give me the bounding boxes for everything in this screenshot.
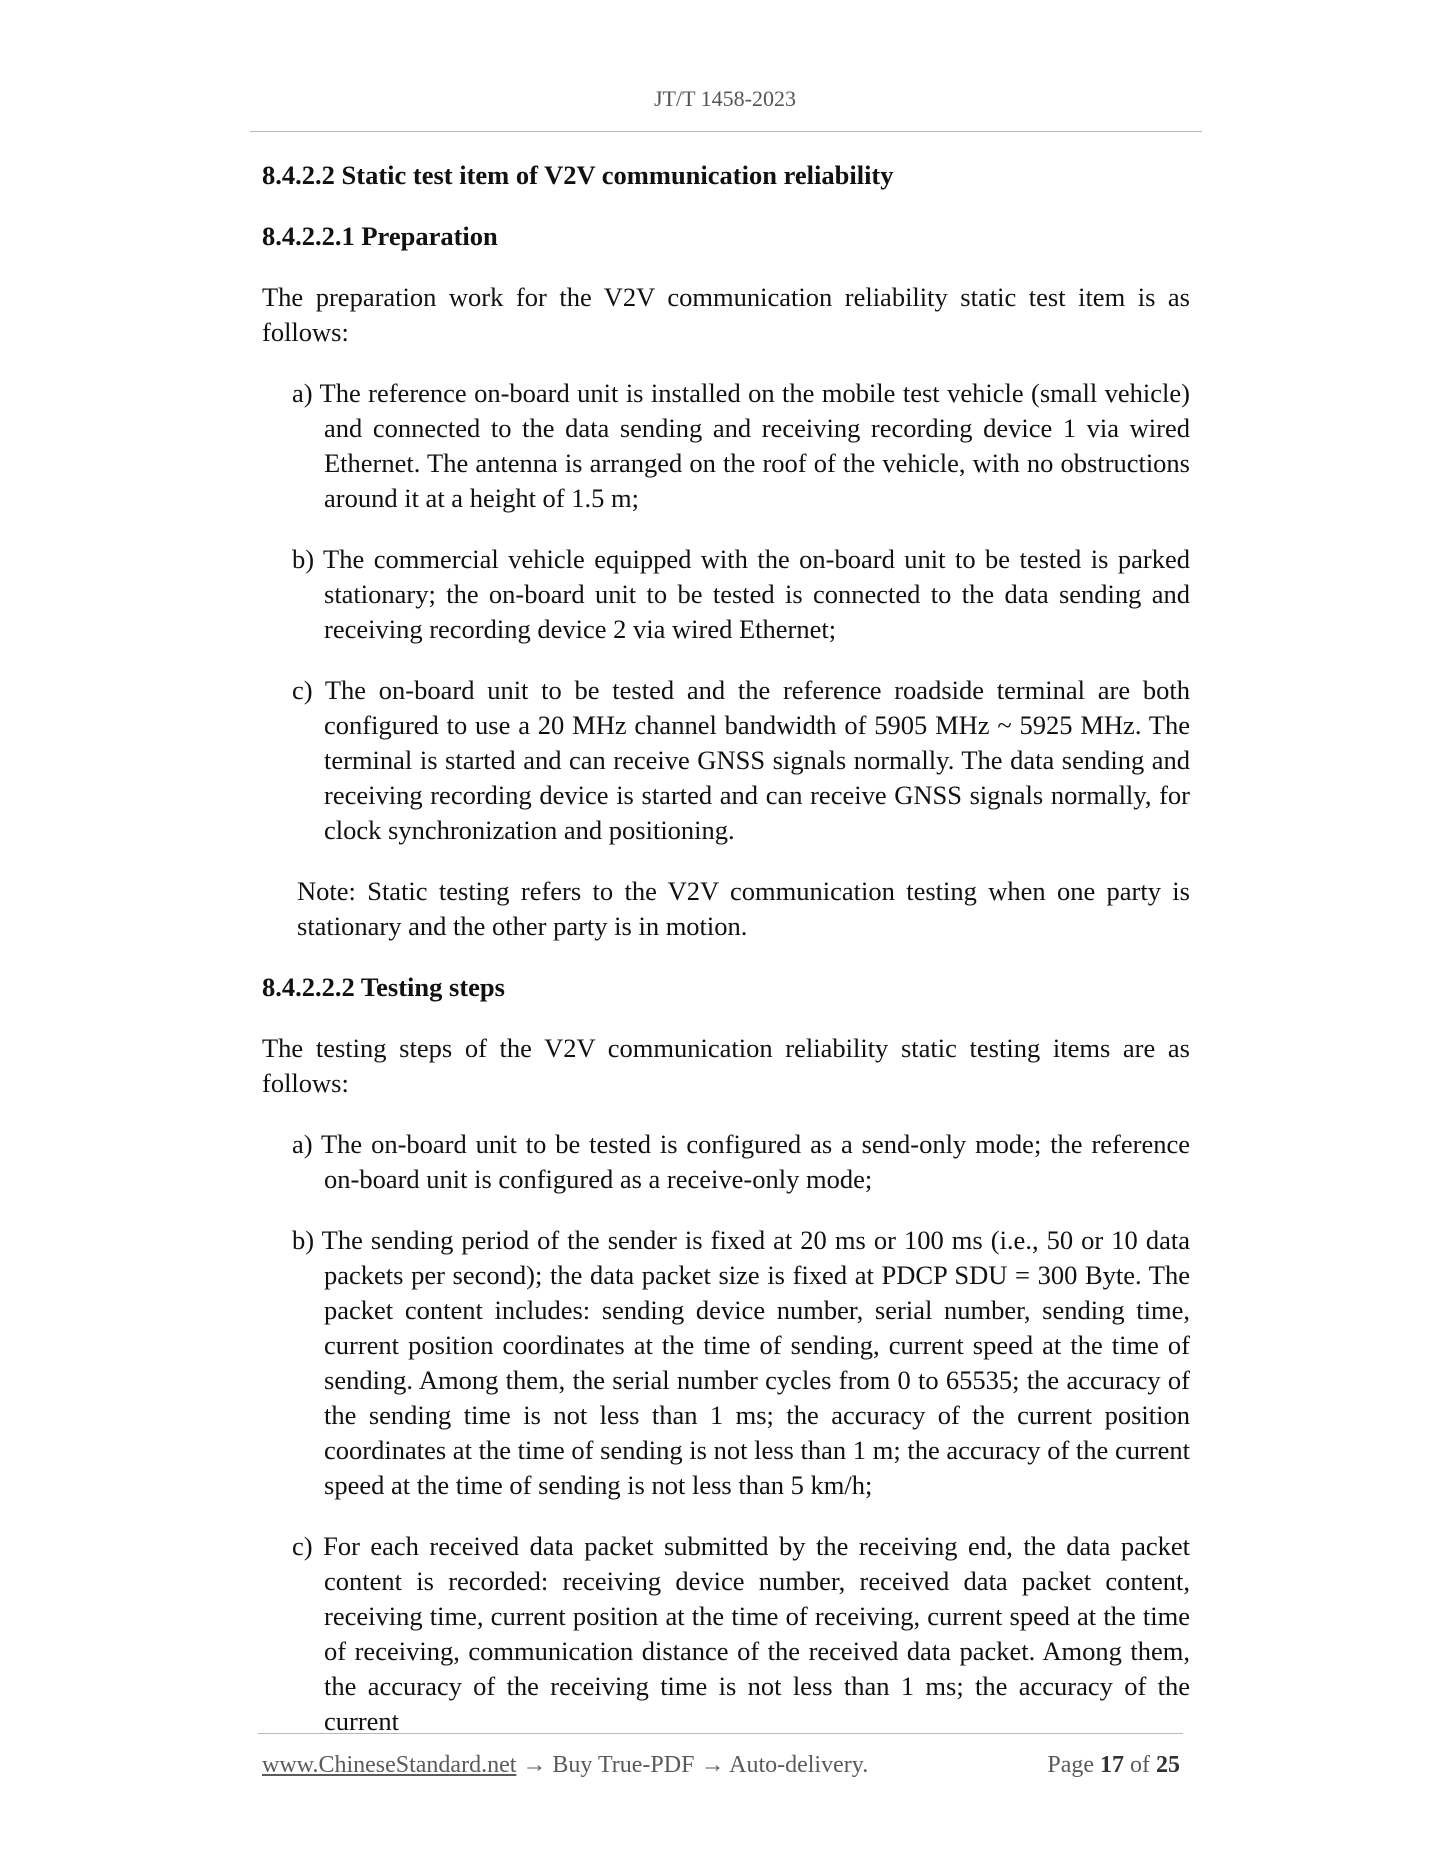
testing-item-c: c) For each received data packet submitted by the receiving end, the data packet content is recorded: receiving device number, received data packet content, receiving time, current position at the time of receiving, current speed at the time of receiving, communication distance of the received data packet. Among them, the accuracy of the receiving time is not less than 1 ms; the accuracy of the current <box>292 1531 1190 1736</box>
section-heading: 8.4.2.2 Static test item of V2V communication reliability <box>262 160 894 190</box>
preparation-intro: The preparation work for the V2V communication reliability static test item is as follows: <box>262 282 1190 347</box>
page-indicator <box>1047 1752 1180 1779</box>
subsection-heading-preparation: 8.4.2.2.1 Preparation <box>262 221 498 251</box>
preparation-item-a: a) The reference on-board unit is installed on the mobile test vehicle (small vehicle) and connected to the data sending and receiving recording device 1 via wired Ethernet. The antenna is arranged on the roof of the vehicle, with no obstructions around it at a height of 1.5 m; <box>292 378 1190 513</box>
subsection-heading-testing-steps: 8.4.2.2.2 Testing steps <box>262 972 505 1002</box>
page-total: 25 <box>1156 1752 1180 1778</box>
page-footer <box>262 1752 1180 1779</box>
page-current: 17 <box>1100 1752 1124 1778</box>
preparation-note: Note: Static testing refers to the V2V communication testing when one party is stationary and the other party is in motion. <box>297 876 1190 941</box>
header-divider <box>250 131 1202 132</box>
page-of-label: of <box>1130 1752 1150 1778</box>
footer-left <box>262 1752 868 1779</box>
document-body <box>262 158 1190 1765</box>
testing-intro: The testing steps of the V2V communication reliability static testing items are as follows: <box>262 1033 1190 1098</box>
testing-item-a: a) The on-board unit to be tested is configured as a send-only mode; the reference on-board unit is configured as a receive-only mode; <box>292 1129 1190 1194</box>
footer-tagline: → Buy True-PDF → Auto-delivery. <box>516 1752 869 1778</box>
testing-item-b: b) The sending period of the sender is fixed at 20 ms or 100 ms (i.e., 50 or 10 data packets per second); the data packet size is fixed at PDCP SDU = 300 Byte. The packet content includes: sending device number, serial number, sending time, current position coordinates at the time of sending, current speed at the time of sending. Among them, the serial number cycles from 0 to 65535; the accuracy of the sending time is not less than 1 ms; the accuracy of the current position coordinates at the time of sending is not less than 1 m; the accuracy of the current speed at the time of sending is not less than 5 km/h; <box>292 1225 1190 1500</box>
preparation-item-b: b) The commercial vehicle equipped with the on-board unit to be tested is parked stationary; the on-board unit to be tested is connected to the data sending and receiving recording device 2 via wired Ethernet; <box>292 544 1190 644</box>
page-label: Page <box>1047 1752 1094 1778</box>
site-link[interactable]: www.ChineseStandard.net <box>262 1752 517 1778</box>
page-header: JT/T 1458-2023 <box>654 86 796 111</box>
preparation-item-c: c) The on-board unit to be tested and the reference roadside terminal are both configured to use a 20 MHz channel bandwidth of 5905 MHz ~ 5925 MHz. The terminal is started and can receive GNSS signals normally. The data sending and receiving recording device is started and can receive GNSS signals normally, for clock synchronization and positioning. <box>292 675 1190 845</box>
footer-divider <box>258 1733 1183 1734</box>
